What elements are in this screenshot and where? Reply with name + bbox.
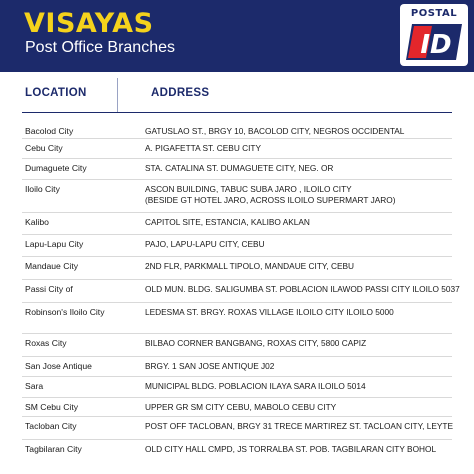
row-divider: [22, 179, 452, 180]
branch-location: Roxas City: [25, 338, 67, 348]
branch-location: San Jose Antique: [25, 361, 92, 371]
branch-location: Dumaguete City: [25, 163, 87, 173]
branch-address: [145, 239, 265, 250]
branch-address-line: UPPER GR SM CITY CEBU, MABOLO CEBU CITY: [145, 402, 337, 412]
branch-address: [145, 261, 354, 272]
branch-address: [145, 184, 396, 206]
row-divider: [22, 333, 452, 334]
branch-address-line: GATUSLAO ST., BRGY 10, BACOLOD CITY, NEGROS OCCIDENTAL: [145, 126, 405, 136]
row-divider: [22, 416, 452, 417]
row-divider: [22, 302, 452, 303]
branch-address-line: 2ND FLR, PARKMALL TIPOLO, MANDAUE CITY, CEBU: [145, 261, 355, 271]
row-divider: [22, 138, 452, 139]
branch-location: Sara: [25, 381, 44, 391]
branch-address-line: POST OFF TACLOBAN, BRGY 31 TRECE MARTIREZ ST. TACLOAN CITY, LEYTE: [145, 421, 453, 431]
branch-address-line: LEDESMA ST. BRGY. ROXAS VILLAGE ILOILO CITY ILOILO 5000: [145, 307, 394, 317]
branch-address: [145, 444, 436, 455]
branch-address: [145, 307, 394, 318]
logo-id-mark: [404, 22, 464, 62]
page-title: VISAYAS: [24, 8, 154, 39]
branch-location: Mandaue City: [25, 261, 79, 271]
header-rule: [22, 112, 452, 113]
branch-address: [145, 217, 310, 228]
branch-address-line: MUNICIPAL BLDG. POBLACION ILAYA SARA ILOILO 5014: [145, 381, 366, 391]
branch-location: Tagbilaran City: [25, 444, 82, 454]
branch-address: [145, 143, 261, 154]
postal-id-logo: [400, 4, 468, 66]
branch-location: Iloilo City: [25, 184, 60, 194]
branch-address: [145, 402, 336, 413]
row-divider: [22, 356, 452, 357]
branch-address-line: PAJO, LAPU-LAPU CITY, CEBU: [145, 239, 265, 249]
branch-address-line: A. PIGAFETTA ST. CEBU CITY: [145, 143, 262, 153]
branch-location: Kalibo: [25, 217, 49, 227]
row-divider: [22, 279, 452, 280]
branch-address-line: BRGY. 1 SAN JOSE ANTIQUE J02: [145, 361, 275, 371]
branch-address: [145, 284, 460, 295]
branch-location: Bacolod City: [25, 126, 74, 136]
branch-address: [145, 126, 404, 137]
row-divider: [22, 256, 452, 257]
branch-location: Lapu-Lapu City: [25, 239, 84, 249]
branch-address-line: OLD MUN. BLDG. SALIGUMBA ST. POBLACION ILAWOD PASSI CITY ILOILO 5037: [145, 284, 460, 294]
row-divider: [22, 158, 452, 159]
branch-address-line: BILBAO CORNER BANGBANG, ROXAS CITY, 5800 CAPIZ: [145, 338, 367, 348]
branch-address: [145, 361, 274, 372]
branch-address: [145, 421, 453, 432]
row-divider: [22, 212, 452, 213]
column-header-location: LOCATION: [25, 87, 87, 99]
branch-address-line: OLD CITY HALL CMPD, JS TORRALBA ST. POB. TAGBILARAN CITY BOHOL: [145, 444, 437, 454]
row-divider: [22, 234, 452, 235]
logo-postal-text: POSTAL: [410, 8, 458, 19]
page-header: [0, 0, 474, 72]
branch-address-line: STA. CATALINA ST. DUMAGUETE CITY, NEG. OR: [145, 163, 334, 173]
branch-address-line: ASCON BUILDING, TABUC SUBA JARO , ILOILO CITY: [145, 184, 352, 194]
row-divider: [22, 439, 452, 440]
branch-location: Cebu City: [25, 143, 63, 153]
branch-location: SM Cebu City: [25, 402, 79, 412]
branch-address: [145, 338, 366, 349]
column-header-address: ADDRESS: [151, 87, 210, 99]
branch-address: [145, 163, 333, 174]
row-divider: [22, 376, 452, 377]
branch-address-line: CAPITOL SITE, ESTANCIA, KALIBO AKLAN: [145, 217, 310, 227]
branch-address: [145, 381, 366, 392]
page-subtitle: Post Office Branches: [25, 39, 175, 56]
branch-address-line: (BESIDE GT HOTEL JARO, ACROSS ILOILO SUPERMART JARO): [145, 195, 396, 205]
table-header: [0, 84, 474, 104]
logo-id-text: ID: [420, 30, 452, 60]
branch-location: Passi City of: [25, 284, 73, 294]
row-divider: [22, 397, 452, 398]
branch-location: Tacloban City: [25, 421, 77, 431]
branch-location: Robinson's Iloilo City: [25, 307, 105, 317]
